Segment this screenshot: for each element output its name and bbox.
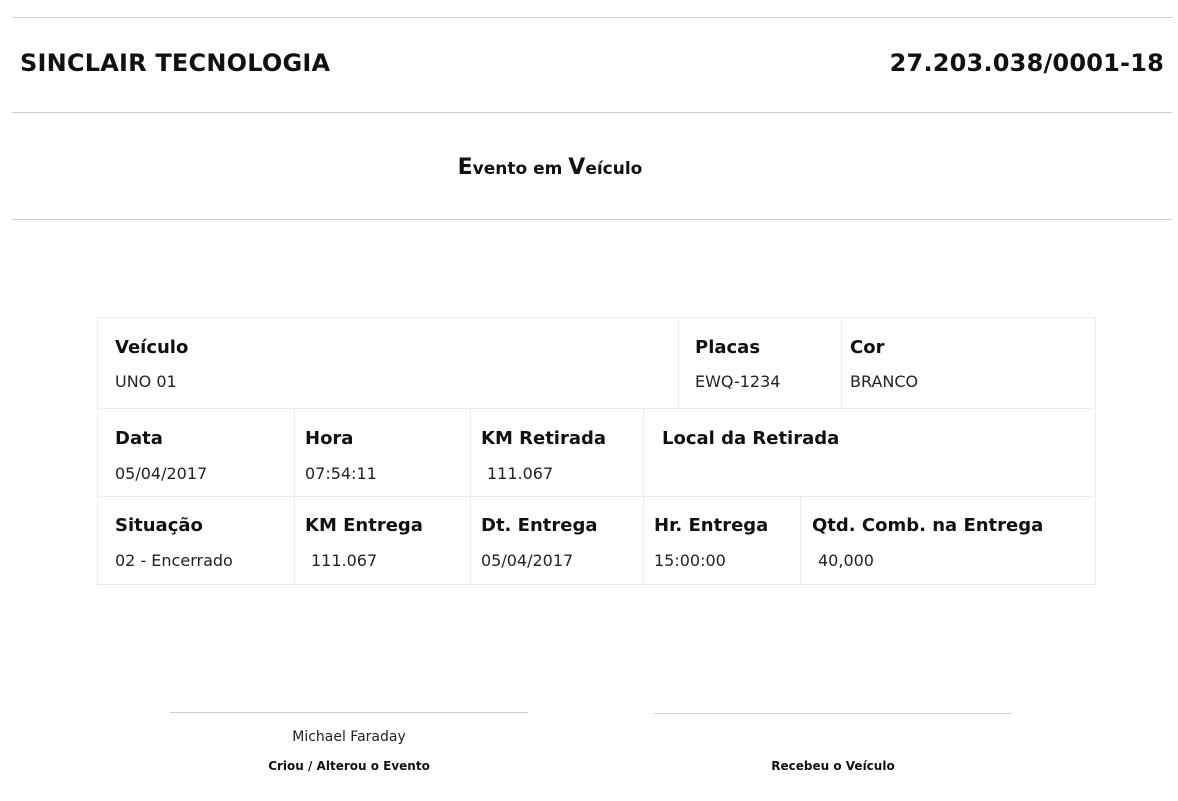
- dt-entrega-cell: [470, 497, 643, 584]
- hora-label: Hora: [305, 428, 354, 449]
- title-initial-e: E: [457, 155, 473, 180]
- title-part-1: vento em: [472, 159, 569, 179]
- title-rule: [12, 219, 1172, 220]
- situacao-cell: [97, 497, 294, 584]
- qtd-comb-value: 40,000: [818, 551, 874, 570]
- qtd-comb-cell: [800, 497, 1094, 584]
- km-entrega-value: 111.067: [311, 551, 378, 570]
- creator-signature-line: [170, 712, 528, 713]
- hr-entrega-cell: [643, 497, 800, 584]
- vehicle-row: [97, 318, 1094, 408]
- km-entrega-cell: [294, 497, 470, 584]
- cor-cell: [841, 318, 1094, 408]
- title-initial-v: V: [568, 155, 586, 180]
- km-retirada-label: KM Retirada: [481, 428, 607, 449]
- cor-value: BRANCO: [850, 372, 919, 391]
- hora-value: 07:54:11: [305, 464, 377, 483]
- header-rule: [12, 112, 1172, 113]
- data-value: 05/04/2017: [115, 464, 208, 483]
- situacao-label: Situação: [115, 515, 203, 536]
- top-rule: [12, 17, 1173, 18]
- veiculo-value: UNO 01: [115, 372, 177, 391]
- km-entrega-label: KM Entrega: [305, 515, 423, 536]
- placas-label: Placas: [695, 337, 761, 358]
- local-retirada-label: Local da Retirada: [662, 428, 840, 449]
- data-label: Data: [115, 428, 163, 449]
- placas-value: EWQ-1234: [695, 372, 781, 391]
- cor-label: Cor: [850, 337, 885, 358]
- document-title: [0, 155, 1100, 180]
- dt-entrega-label: Dt. Entrega: [481, 515, 598, 536]
- title-part-2: eículo: [585, 159, 643, 179]
- dt-entrega-value: 05/04/2017: [481, 551, 574, 570]
- placas-cell: [678, 318, 841, 408]
- veiculo-label: Veículo: [115, 337, 189, 358]
- company-cnpj: 27.203.038/0001-18: [889, 49, 1164, 77]
- receiver-role: Recebeu o Veículo: [771, 759, 895, 773]
- qtd-comb-label: Qtd. Comb. na Entrega: [812, 515, 1044, 536]
- company-name: SINCLAIR TECNOLOGIA: [20, 49, 331, 77]
- km-retirada-cell: [470, 409, 643, 497]
- retirada-row: [97, 408, 1094, 497]
- entrega-row: [97, 496, 1094, 584]
- veiculo-cell: [97, 318, 678, 408]
- local-retirada-cell: [643, 409, 1094, 497]
- hora-cell: [294, 409, 470, 497]
- situacao-value: 02 - Encerrado: [115, 551, 233, 570]
- hr-entrega-value: 15:00:00: [654, 551, 726, 570]
- receiver-signature-line: [654, 713, 1012, 714]
- hr-entrega-label: Hr. Entrega: [654, 515, 769, 536]
- km-retirada-value: 111.067: [487, 464, 554, 483]
- creator-name: Michael Faraday: [292, 729, 406, 745]
- creator-role: Criou / Alterou o Evento: [268, 759, 430, 773]
- data-cell: [97, 409, 294, 497]
